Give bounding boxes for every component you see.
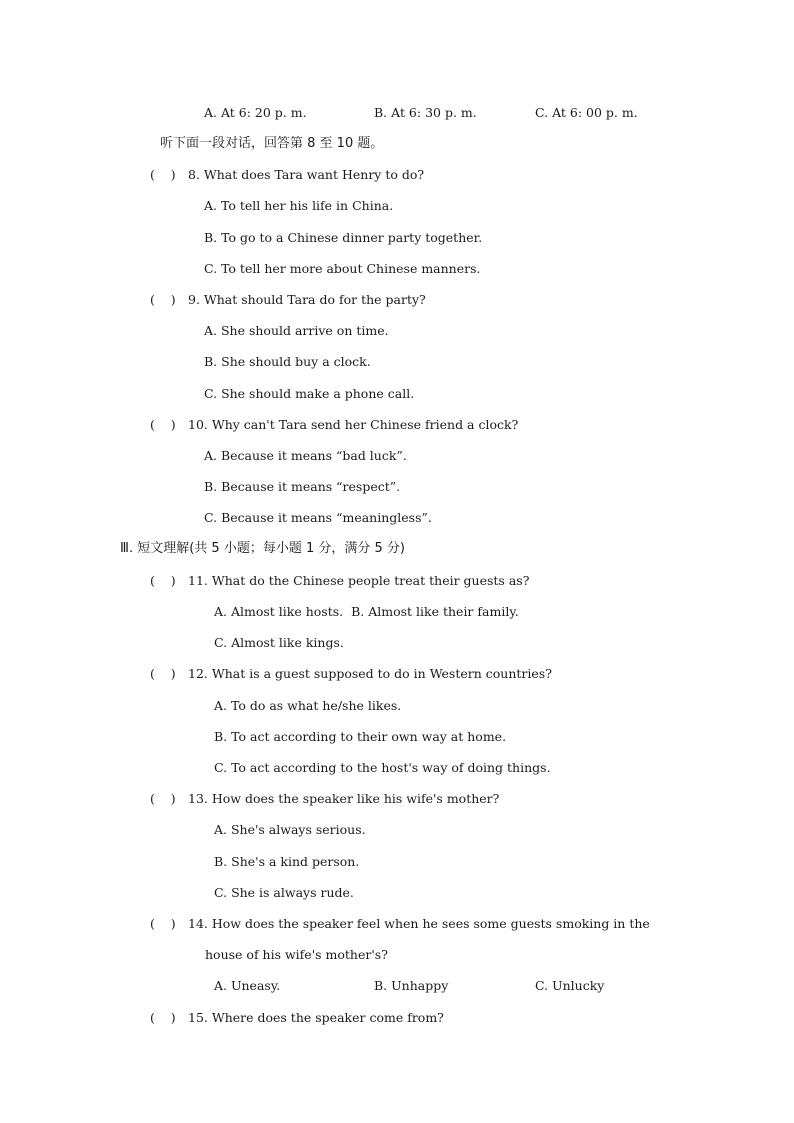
- q10-option-b: B. Because it means “respect”.: [204, 479, 401, 494]
- question-14-continued: house of his wife's mother's?: [205, 947, 388, 962]
- q8-option-b: B. To go to a Chinese dinner party together.: [204, 230, 483, 245]
- q8-option-a: A. To tell her his life in China.: [204, 198, 394, 213]
- answer-blank: ( ): [150, 791, 176, 806]
- q14-option-a: A. Uneasy.: [214, 978, 281, 993]
- q7-option-c: C. At 6: 00 p. m.: [535, 105, 638, 120]
- q9-option-a: A. She should arrive on time.: [204, 323, 389, 338]
- question-9: [150, 292, 426, 308]
- q13-option-a: A. She's always serious.: [214, 822, 366, 837]
- question-8: [150, 167, 424, 183]
- q14-option-b: B. Unhappy: [374, 978, 449, 993]
- q12-option-b: B. To act according to their own way at home.: [214, 729, 507, 744]
- q8-option-c: C. To tell her more about Chinese manners.: [204, 261, 481, 276]
- question-text: 8. What does Tara want Henry to do?: [188, 167, 425, 182]
- q7-option-b: B. At 6: 30 p. m.: [374, 105, 477, 120]
- q13-option-b: B. She's a kind person.: [214, 854, 360, 869]
- answer-blank: ( ): [150, 167, 176, 182]
- q13-option-c: C. She is always rude.: [214, 885, 354, 900]
- q11-options-ab: A. Almost like hosts. B. Almost like their family.: [214, 604, 519, 619]
- question-text: 13. How does the speaker like his wife's mother?: [188, 791, 500, 806]
- answer-blank: ( ): [150, 292, 176, 307]
- q14-option-c: C. Unlucky: [535, 978, 605, 993]
- question-11: [150, 573, 529, 589]
- question-text: 15. Where does the speaker come from?: [188, 1010, 444, 1025]
- q10-option-c: C. Because it means “meaningless”.: [204, 510, 432, 525]
- q7-option-a: A. At 6: 20 p. m.: [204, 105, 307, 120]
- question-text: 11. What do the Chinese people treat their guests as?: [188, 573, 530, 588]
- answer-blank: ( ): [150, 916, 176, 931]
- question-10: [150, 417, 518, 433]
- question-text: 9. What should Tara do for the party?: [188, 292, 426, 307]
- question-15: [150, 1010, 444, 1026]
- q12-option-a: A. To do as what he/she likes.: [214, 698, 402, 713]
- question-text: 10. Why can't Tara send her Chinese friend a clock?: [188, 417, 519, 432]
- section-instruction: 听下面一段对话，回答第 8 至 10 题。: [160, 136, 384, 151]
- question-12: [150, 666, 552, 682]
- answer-blank: ( ): [150, 666, 176, 681]
- answer-blank: ( ): [150, 1010, 176, 1025]
- q10-option-a: A. Because it means “bad luck”.: [204, 448, 407, 463]
- q9-option-c: C. She should make a phone call.: [204, 386, 415, 401]
- section-3-title: Ⅲ. 短文理解(共 5 小题；每小题 1 分，满分 5 分): [120, 541, 405, 556]
- question-14: [150, 916, 650, 932]
- q11-option-c: C. Almost like kings.: [214, 635, 344, 650]
- question-text: 14. How does the speaker feel when he sees some guests smoking in the: [188, 916, 650, 931]
- question-13: [150, 791, 499, 807]
- question-text: 12. What is a guest supposed to do in Western countries?: [188, 666, 552, 681]
- q12-option-c: C. To act according to the host's way of doing things.: [214, 760, 551, 775]
- answer-blank: ( ): [150, 573, 176, 588]
- q9-option-b: B. She should buy a clock.: [204, 354, 371, 369]
- answer-blank: ( ): [150, 417, 176, 432]
